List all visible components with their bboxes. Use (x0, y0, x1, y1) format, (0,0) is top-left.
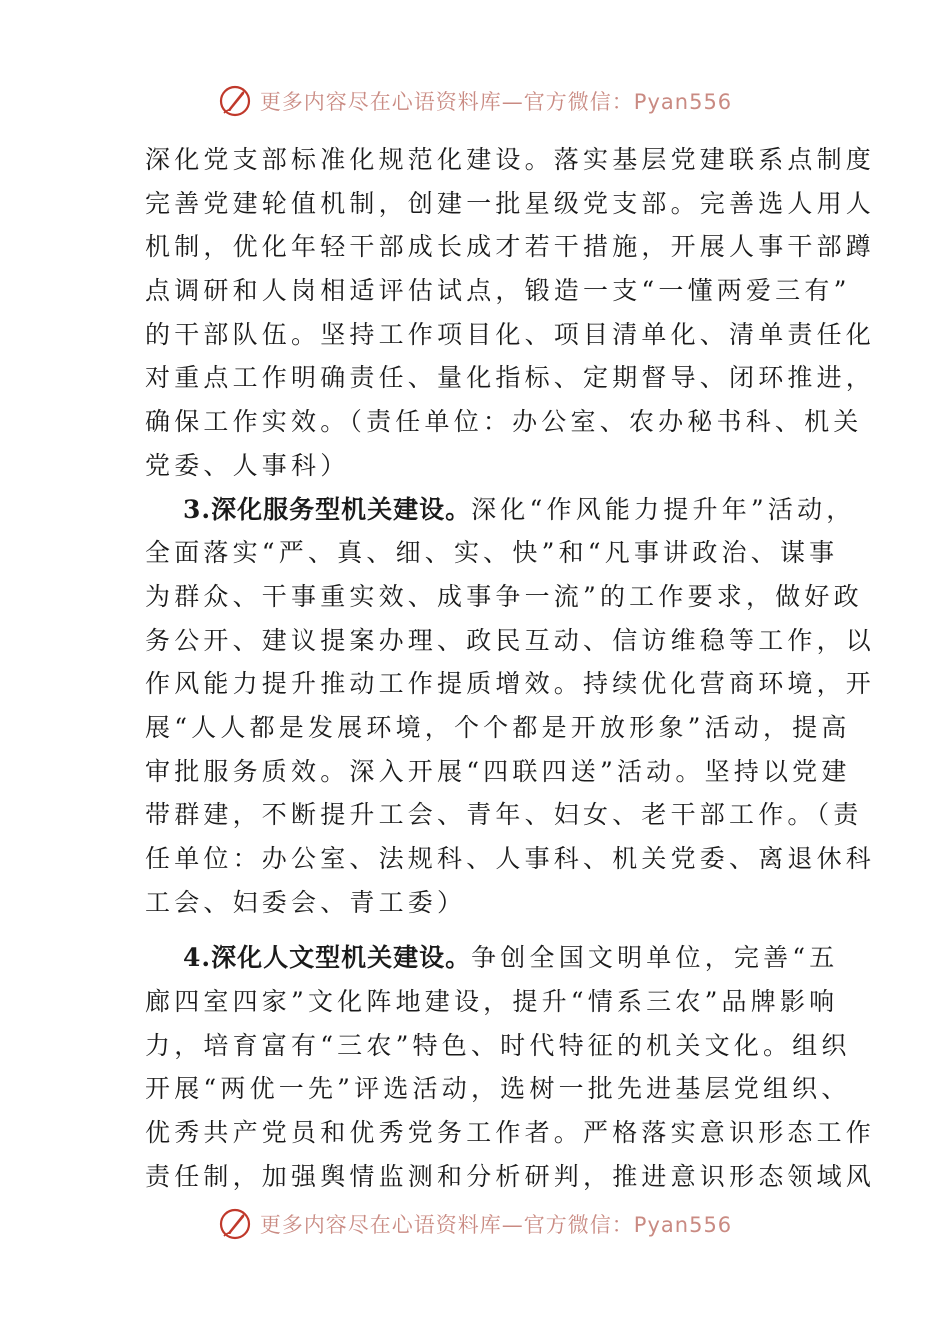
section-4-first-line-text: 争创全国文明单位，完善“五 (471, 943, 839, 973)
text-line: 优秀共产党员和优秀党务工作者。严格落实意识形态工作 (145, 1118, 876, 1148)
text-line: 力，培育富有“三农”特色、时代特征的机关文化。组织 (145, 1030, 851, 1060)
section-4 (145, 936, 876, 1198)
section-3-first-line (145, 488, 856, 532)
section-3-heading: 3.深化服务型机关建设。 (183, 494, 472, 524)
text-line: 作风能力提升推动工作提质增效。持续优化营商环境，开 (145, 669, 876, 699)
text-line: 任单位：办公室、法规科、人事科、机关党委、离退休科 (145, 844, 876, 873)
text-line: 务公开、建议提案办理、政民互动、信访维稳等工作，以 (145, 625, 876, 655)
section-4-first-line (145, 936, 839, 980)
text-line: 的干部队伍。坚持工作项目化、项目清单化、清单责任化 (145, 319, 876, 349)
section-3-first-line-text: 深化“作风能力提升年”活动， (471, 494, 856, 524)
text-line: 全面落实“严、真、细、实、快”和“凡事讲政治、谋事 (145, 538, 839, 568)
text-line: 机制，优化年轻干部成长成才若干措施，开展人事干部蹲 (145, 232, 876, 262)
text-line: 为群众、干事重实效、成事争一流”的工作要求，做好政 (145, 581, 863, 611)
watermark-header (0, 84, 950, 118)
quill-pen-icon (218, 1207, 252, 1241)
text-line: 工会、妇委会、青工委） (145, 887, 467, 917)
text-line: 展“人人都是发展环境，个个都是开放形象”活动，提高 (145, 712, 851, 742)
document-body (145, 138, 876, 1199)
text-line: 完善党建轮值机制，创建一批星级党支部。完善选人用人 (145, 188, 876, 218)
text-line: 责任制，加强舆情监测和分析研判，推进意识形态领域风 (145, 1161, 876, 1191)
section-3 (145, 488, 876, 925)
text-line: 开展“两优一先”评选活动，选树一批先进基层党组织、 (145, 1074, 851, 1104)
watermark-footer (0, 1207, 950, 1241)
paragraph-gap (145, 924, 825, 936)
watermark-text: 更多内容尽在心语资料库—官方微信：Pyan556 (259, 1213, 733, 1237)
watermark-text: 更多内容尽在心语资料库—官方微信：Pyan556 (259, 90, 733, 114)
section-4-heading: 4.深化人文型机关建设。 (183, 943, 472, 973)
text-line: 点调研和人岗相适评估试点，锻造一支“一懂两爱三有” (145, 276, 851, 306)
text-line: 带群建，不断提升工会、青年、妇女、老干部工作。（责 (145, 800, 863, 830)
quill-pen-icon (218, 84, 252, 118)
text-line: 深化党支部标准化规范化建设。落实基层党建联系点制度 (145, 145, 876, 174)
text-line: 对重点工作明确责任、量化指标、定期督导、闭环推进， (145, 363, 876, 393)
text-line: 确保工作实效。（责任单位：办公室、农办秘书科、机关 (145, 407, 863, 437)
paragraph-1 (145, 138, 876, 488)
text-line: 廊四室四家”文化阵地建设，提升“情系三农”品牌影响 (145, 987, 839, 1017)
text-line: 党委、人事科） (145, 450, 350, 480)
text-line: 审批服务质效。深入开展“四联四送”活动。坚持以党建 (145, 756, 851, 786)
